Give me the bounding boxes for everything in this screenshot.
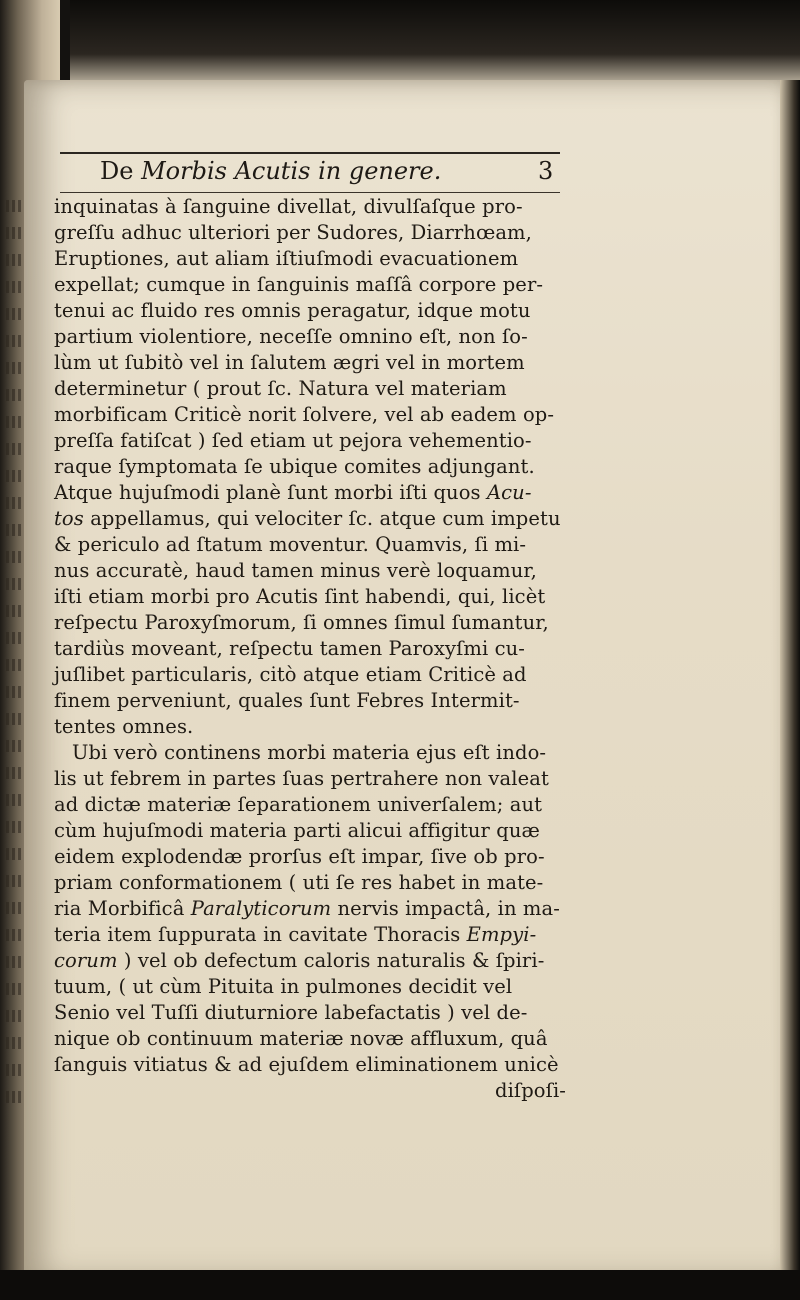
text-line [54, 584, 574, 610]
text-run: ria Morbificâ [54, 897, 191, 920]
text-line [54, 1026, 574, 1052]
running-head-start: De [100, 157, 134, 185]
text-run: & periculo ad ſtatum moventur. Quamvis, ſi mi- [54, 533, 527, 556]
text-run: nique ob continuum materiæ novæ affluxum, quâ [54, 1027, 548, 1050]
text-run: Atque hujuſmodi planè ſunt morbi iſti quos [54, 481, 487, 504]
top-rule [60, 152, 560, 154]
scan-bottom [0, 1270, 800, 1300]
text-line [54, 610, 574, 636]
text-run: ſanguis vitiatus & ad ejuſdem eliminationem unicè [54, 1053, 559, 1076]
italic-run: Empyi- [466, 923, 537, 946]
text-line [54, 922, 574, 948]
text-run: preſſa fatiſcat ) ſed etiam ut pejora vehementio- [54, 429, 532, 452]
text-run: ad dictæ materiæ ſeparationem univerſalem; aut [54, 793, 543, 816]
text-run: tardiùs moveant, reſpectu tamen Paroxyſmi cu- [54, 637, 525, 660]
text-line [54, 272, 574, 298]
text-line [54, 714, 574, 740]
text-line [54, 350, 574, 376]
text-line [54, 636, 574, 662]
text-line [54, 194, 574, 220]
text-line [54, 376, 574, 402]
italic-run: Paralyticorum [190, 897, 332, 920]
text-run: morbificam Criticè norit ſolvere, vel ab eadem op- [54, 403, 555, 426]
text-run: inquinatas à ſanguine divellat, divulſaſque pro- [54, 195, 523, 218]
text-run: tentes omnes. [54, 715, 194, 738]
text-line [54, 428, 574, 454]
text-run: cùm hujuſmodi materia parti alicui affigitur quæ [54, 819, 540, 842]
text-line [54, 246, 574, 272]
running-head [100, 157, 560, 191]
text-line [54, 662, 574, 688]
text-run: tuum, ( ut cùm Pituita in pulmones decidit vel [54, 975, 513, 998]
text-run: greſſu adhuc ulteriori per Sudores, Diarrhœam, [54, 221, 532, 244]
text-run: finem perveniunt, quales ſunt Febres Intermit- [54, 689, 520, 712]
text-run: nus accuratè, haud tamen minus verè loquamur, [54, 559, 537, 582]
text-line [54, 298, 574, 324]
text-run: teria item ſuppurata in cavitate Thoracis [54, 923, 467, 946]
text-run: lis ut febrem in partes ſuas pertrahere non valeat [54, 767, 549, 790]
text-line [54, 558, 574, 584]
text-line [54, 454, 574, 480]
italic-run: Acu- [486, 481, 532, 504]
running-head-title: Morbis Acutis in genere. [141, 157, 442, 185]
italic-run: corum [54, 949, 118, 972]
text-run: partium violentiore, neceſſe omnino eſt, non ſo- [54, 325, 528, 348]
text-line [54, 766, 574, 792]
text-run: nervis impactâ, in ma- [331, 897, 560, 920]
text-run: reſpectu Paroxyſmorum, ſi omnes ſimul ſumantur, [54, 611, 549, 634]
text-run: lùm ut ſubitò vel in ſalutem ægri vel in mortem [54, 351, 525, 374]
text-run: tenui ac fluido res omnis peragatur, idque motu [54, 299, 531, 322]
text-line [54, 974, 574, 1000]
italic-run: tos [54, 507, 84, 530]
text-run: priam conformationem ( uti ſe res habet in mate- [54, 871, 544, 894]
text-line [54, 688, 574, 714]
text-run: determinetur ( prout ſc. Natura vel materiam [54, 377, 507, 400]
page-top-shadow [70, 0, 800, 90]
text-run: ) vel ob defectum caloris naturalis & ſpiri- [117, 949, 545, 972]
text-line [54, 740, 574, 766]
text-run: iſti etiam morbi pro Acutis ſint habendi, qui, licèt [54, 585, 546, 608]
text-run: Ubi verò continens morbi materia ejus eſt indo- [72, 741, 547, 764]
facing-page-ghost-text [6, 902, 26, 914]
text-line [54, 844, 574, 870]
page-number: 3 [538, 157, 554, 185]
text-run: expellat; cumque in ſanguinis maſſâ corpore per- [54, 273, 544, 296]
text-line [54, 324, 574, 350]
text-line [54, 220, 574, 246]
text-run: appellamus, qui velociter ſc. atque cum impetu [83, 507, 561, 530]
text-run: diſpoſi- [494, 1079, 566, 1102]
text-line [54, 1052, 574, 1078]
text-line [54, 480, 574, 506]
text-line [54, 948, 574, 974]
text-run: eidem explodendæ prorſus eſt impar, ſive ob pro- [54, 845, 545, 868]
text-line [54, 870, 574, 896]
text-line [54, 532, 574, 558]
page-right-edge [780, 80, 800, 1280]
text-line [54, 506, 574, 532]
text-line [54, 818, 574, 844]
text-run: Eruptiones, aut aliam iſtiuſmodi evacuationem [54, 247, 519, 270]
facing-page-ghost-text [6, 200, 26, 212]
text-line [54, 402, 574, 428]
body-text [54, 194, 574, 1104]
text-line [54, 896, 574, 922]
text-line [54, 1000, 574, 1026]
text-run: juſlibet particularis, citò atque etiam Criticè ad [54, 663, 527, 686]
text-run: Senio vel Tuſſi diuturniore labefactatis ) vel de- [54, 1001, 528, 1024]
head-rule [60, 192, 560, 193]
text-run: raque ſymptomata ſe ubique comites adjungant. [54, 455, 535, 478]
text-line [54, 792, 574, 818]
text-line [54, 1078, 574, 1104]
